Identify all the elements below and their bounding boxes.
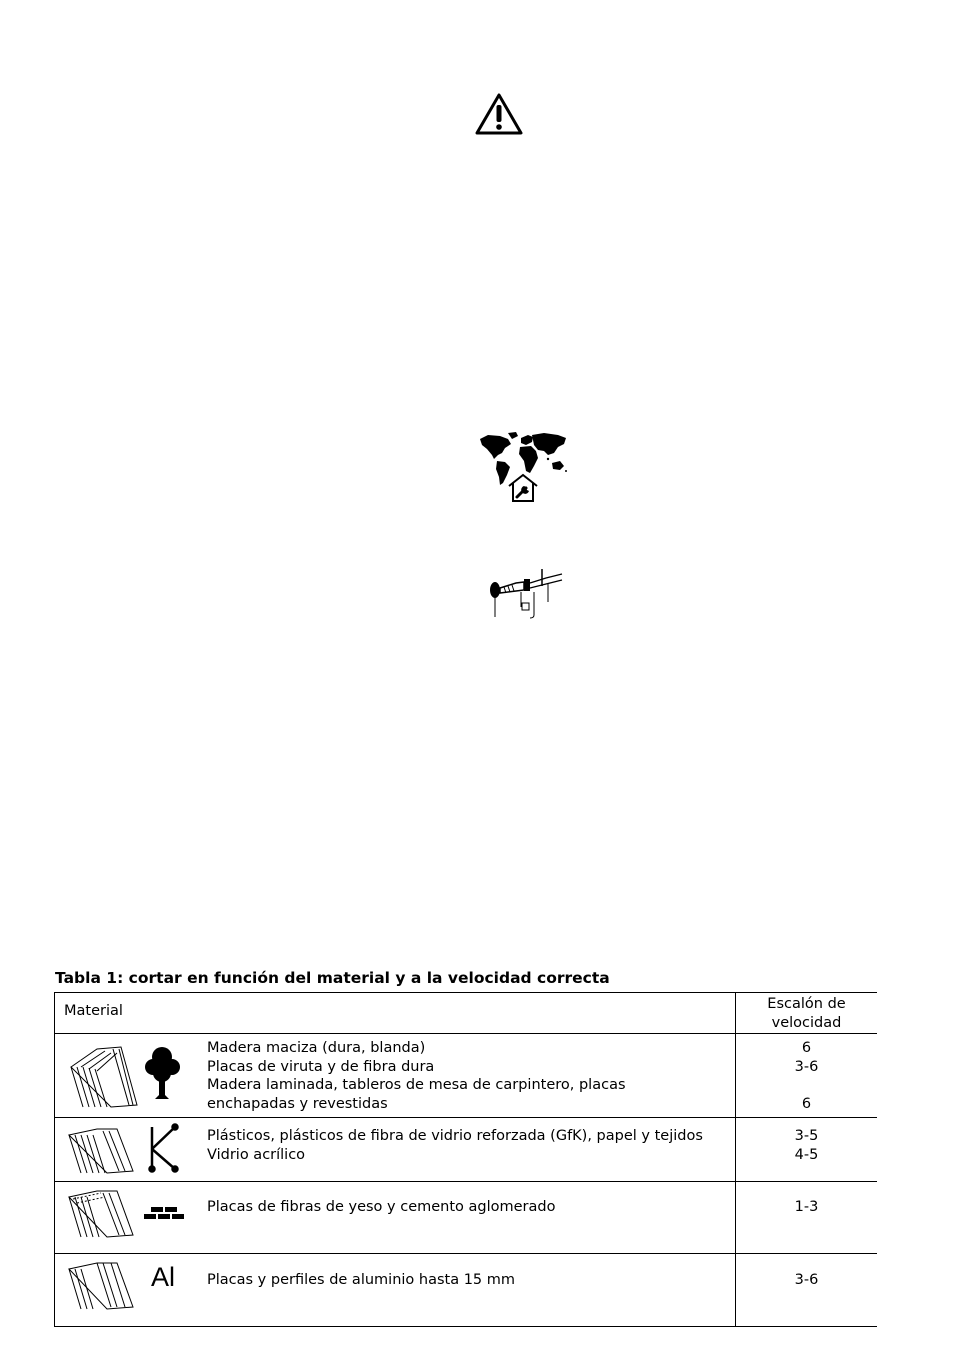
- material-line: Placas y perfiles de aluminio hasta 15 mm: [207, 1272, 516, 1288]
- material-text-cell: [205, 1254, 736, 1327]
- speed-cell: [736, 1182, 878, 1254]
- speed-cell: [736, 1254, 878, 1327]
- aluminium-label: Al: [151, 1262, 176, 1292]
- material-line: enchapadas y revestidas: [207, 1095, 388, 1112]
- warning-triangle-icon: [474, 92, 524, 136]
- table-title: Tabla 1: cortar en función del material y a la velocidad correcta: [55, 969, 610, 987]
- material-line: Placas de fibras de yeso y cemento aglomerado: [207, 1199, 556, 1215]
- speed-value: 1-3: [794, 1199, 819, 1215]
- material-icon-cell: [55, 1182, 206, 1254]
- material-header: Material: [55, 993, 736, 1034]
- speed-header-line1: Escalón de: [767, 996, 846, 1012]
- speed-cell: [736, 1118, 878, 1182]
- speed-header: [736, 993, 878, 1034]
- material-line: Vidrio acrílico: [207, 1146, 306, 1163]
- aluminium-icon: [67, 1257, 157, 1311]
- speed-value: 3-6: [794, 1272, 819, 1288]
- world-map-service-icon: [478, 431, 570, 505]
- material-line: Madera maciza (dura, blanda): [207, 1040, 426, 1056]
- material-text-cell: [205, 1034, 736, 1118]
- material-speed-table: [54, 992, 877, 1327]
- speed-value: 3-6: [794, 1058, 819, 1075]
- speed-value: 6: [801, 1040, 812, 1056]
- table-header-row: [55, 993, 878, 1034]
- tool-adjustment-icon: [486, 566, 564, 620]
- table-row: [55, 1254, 878, 1327]
- speed-value: 3-5: [794, 1128, 819, 1144]
- table-row: [55, 1034, 878, 1118]
- table-row: [55, 1182, 878, 1254]
- speed-cell: [736, 1034, 878, 1118]
- wood-tree-icon: [67, 1037, 197, 1111]
- speed-value: 6: [801, 1095, 812, 1112]
- material-icon-cell: [55, 1118, 206, 1182]
- material-icon-cell: [55, 1034, 206, 1118]
- material-text-cell: [205, 1118, 736, 1182]
- material-line: Placas de viruta y de fibra dura: [207, 1058, 435, 1075]
- plastic-k-icon: [67, 1121, 197, 1175]
- material-line: Madera laminada, tableros de mesa de carpintero, placas: [207, 1077, 626, 1093]
- material-line: Plásticos, plásticos de fibra de vidrio reforzada (GfK), papel y tejidos: [207, 1128, 703, 1144]
- material-icon-cell: [55, 1254, 206, 1327]
- brick-icon: [67, 1185, 197, 1239]
- material-text-cell: [205, 1182, 736, 1254]
- speed-value: 4-5: [794, 1146, 819, 1163]
- speed-header-line2: velocidad: [771, 1014, 842, 1031]
- table-row: [55, 1118, 878, 1182]
